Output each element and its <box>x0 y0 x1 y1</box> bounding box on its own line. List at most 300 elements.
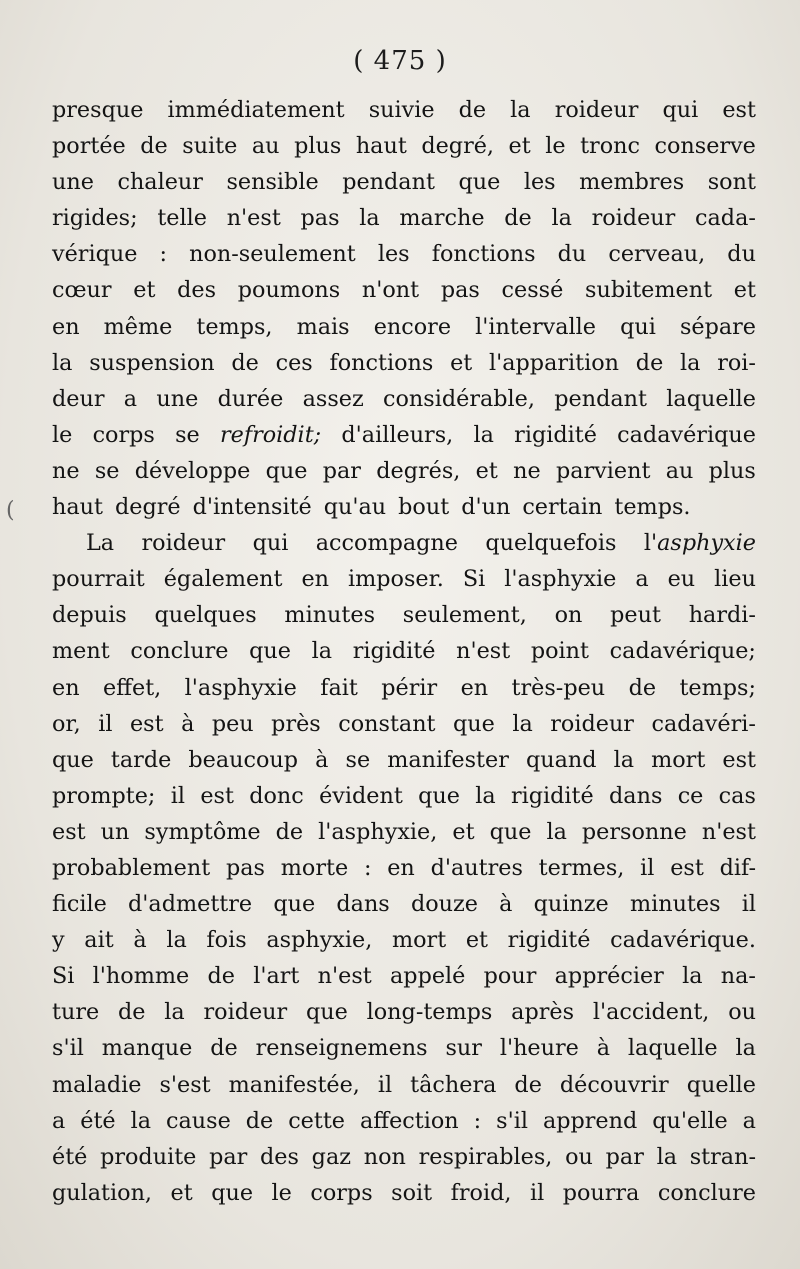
word: lieu <box>714 566 756 593</box>
word: que <box>489 818 532 845</box>
text-line <box>52 922 756 958</box>
text-line <box>52 850 756 886</box>
word: eu <box>667 566 696 593</box>
word: ment <box>52 638 110 665</box>
word: ne <box>513 457 541 484</box>
word: de <box>458 97 487 123</box>
text-line <box>52 236 756 272</box>
word: portée <box>52 133 126 160</box>
word: en <box>387 854 415 881</box>
word: minutes <box>284 602 376 629</box>
word: que <box>458 169 501 196</box>
word: en <box>52 313 80 340</box>
word: corps <box>310 1179 373 1206</box>
word: membres <box>579 169 685 196</box>
word: pas <box>440 277 480 304</box>
word: seulement, <box>402 602 527 629</box>
word: des <box>177 277 217 304</box>
word: et <box>465 927 488 954</box>
word: découvrir <box>559 1071 669 1098</box>
word: marche <box>399 205 485 232</box>
word: de <box>628 674 657 701</box>
word: non <box>363 1143 406 1170</box>
word: encore <box>373 313 452 340</box>
word: l'asphyxie <box>643 530 756 557</box>
word: poumons <box>237 277 341 304</box>
word: même <box>103 313 173 340</box>
word: : <box>159 241 168 268</box>
word: de <box>117 999 146 1026</box>
word: immédiatement <box>167 97 345 123</box>
word: à <box>499 891 513 918</box>
word: les <box>377 241 410 268</box>
word: pendant <box>554 385 647 412</box>
word: temps. <box>614 494 691 521</box>
word: mais <box>296 313 350 340</box>
word: pourra <box>562 1179 640 1206</box>
text-line <box>52 633 756 669</box>
word: en <box>52 674 80 701</box>
word: morte <box>280 854 349 881</box>
word: cette <box>288 1107 345 1134</box>
word: haut <box>355 133 407 160</box>
word: l'homme <box>92 963 190 990</box>
word: de <box>245 1107 274 1134</box>
word: est <box>52 818 86 845</box>
word: que <box>265 457 308 484</box>
word: certain <box>522 494 603 521</box>
text-line <box>52 1030 756 1066</box>
text-line <box>52 453 756 489</box>
word: termes, <box>538 854 625 881</box>
word: à <box>596 1035 611 1062</box>
word: stran- <box>689 1143 756 1170</box>
word: une <box>52 169 94 196</box>
word: de <box>231 349 259 376</box>
word: d'un <box>461 494 511 521</box>
word: par <box>322 457 361 484</box>
word: peu <box>211 710 254 737</box>
text-line <box>52 706 756 742</box>
word: tarde <box>110 746 172 773</box>
word: que <box>418 782 460 809</box>
word: l'accident, <box>592 999 710 1026</box>
word: la <box>164 999 185 1026</box>
word: laquelle <box>666 385 756 412</box>
text-line <box>52 1103 756 1139</box>
word: affection <box>359 1107 459 1134</box>
word: suite <box>182 133 238 160</box>
word: que <box>52 746 94 773</box>
word: que <box>305 999 348 1026</box>
word: il <box>98 710 113 737</box>
text-line <box>52 814 756 850</box>
italic-word: asphyxie <box>657 530 756 557</box>
word: symptôme <box>144 818 261 845</box>
text-line <box>52 128 756 164</box>
word: au <box>665 457 694 484</box>
word: n'est <box>317 963 372 990</box>
word: en <box>301 566 330 593</box>
text-line <box>52 597 756 633</box>
word: l'art <box>253 963 300 990</box>
text-line <box>52 1139 756 1175</box>
word: corps <box>92 421 155 448</box>
word: est <box>670 854 704 881</box>
word: telle <box>157 205 207 232</box>
word: produite <box>100 1143 197 1170</box>
word: est <box>722 746 756 773</box>
word: sépare <box>679 313 756 340</box>
word: du <box>727 241 756 268</box>
word: des <box>260 1143 299 1170</box>
word: temps; <box>679 674 756 701</box>
word: se <box>175 421 200 448</box>
word: de <box>210 1035 238 1062</box>
word: : <box>363 854 372 881</box>
word: qui <box>620 313 656 340</box>
word: n'ont <box>361 277 420 304</box>
word: ce <box>677 782 704 809</box>
word: près <box>271 710 321 737</box>
word: ou <box>728 999 756 1026</box>
word: l'heure <box>499 1035 579 1062</box>
word: douze <box>410 891 478 918</box>
word: deur <box>52 385 105 412</box>
word: sont <box>707 169 756 196</box>
word: dans <box>609 782 663 809</box>
text-line <box>52 381 756 417</box>
word: manque <box>101 1035 193 1062</box>
word: suspension <box>89 349 215 376</box>
word: est <box>129 710 164 737</box>
word: après <box>511 999 575 1026</box>
word: une <box>156 385 199 412</box>
word: que <box>249 638 291 665</box>
word: conclure <box>657 1179 756 1206</box>
word: minutes <box>629 891 721 918</box>
word: manifester <box>387 746 509 773</box>
word: la <box>682 963 703 990</box>
word: de <box>275 818 304 845</box>
word: asphyxie, <box>266 927 373 954</box>
word: depuis <box>52 602 127 629</box>
word: que <box>453 710 495 737</box>
word: de <box>140 133 168 160</box>
word: l'asphyxie <box>504 566 617 593</box>
word: le <box>271 1179 292 1206</box>
text-line <box>52 525 756 561</box>
word: il <box>377 1071 393 1098</box>
word: Si <box>462 566 486 593</box>
word: parvient <box>555 457 651 484</box>
word: cerveau, <box>608 241 706 268</box>
word: également <box>163 566 283 593</box>
word: rigidité <box>352 638 436 665</box>
word: ces <box>275 349 313 376</box>
word: et <box>450 349 473 376</box>
word: la <box>680 349 701 376</box>
word: or, <box>52 710 81 737</box>
word: et <box>475 457 498 484</box>
text-line <box>52 200 756 236</box>
text-line <box>52 309 756 345</box>
page-number: ( 475 ) <box>353 46 447 76</box>
word: quand <box>525 746 597 773</box>
word: il <box>741 891 756 918</box>
word: l'apparition <box>488 349 620 376</box>
word: pas <box>300 205 340 232</box>
word: l'asphyxie, <box>318 818 438 845</box>
text-line <box>52 1067 756 1103</box>
word: long-temps <box>366 999 493 1026</box>
word: : <box>473 1107 482 1134</box>
word: roideur <box>141 530 226 557</box>
word: a <box>635 566 649 593</box>
word: la <box>551 205 572 232</box>
word: cadavéri- <box>651 710 756 737</box>
word: manifestée, <box>228 1071 360 1098</box>
word: la <box>475 782 496 809</box>
word: à <box>133 927 147 954</box>
word: est <box>722 97 756 123</box>
word: évident <box>319 782 403 809</box>
word: cause <box>166 1107 231 1134</box>
word: considérable, <box>383 385 535 412</box>
word: temps, <box>196 313 273 340</box>
word: roideur <box>203 999 288 1026</box>
word: roideur <box>591 205 676 232</box>
word: fonctions <box>329 349 434 376</box>
word: cas <box>718 782 756 809</box>
word: gulation, <box>52 1179 153 1206</box>
word: y <box>52 927 65 954</box>
word: a <box>123 385 138 412</box>
word: quelle <box>686 1071 756 1098</box>
word: par <box>605 1143 644 1170</box>
word: apprend <box>542 1107 638 1134</box>
word: à <box>315 746 329 773</box>
word: laquelle <box>627 1035 718 1062</box>
word: pas <box>225 854 265 881</box>
word: pendant <box>342 169 435 196</box>
word: qu'elle <box>652 1107 728 1134</box>
word: Si <box>52 963 75 990</box>
word: la <box>52 349 73 376</box>
word: d'admettre <box>128 891 253 918</box>
word: assez <box>302 385 364 412</box>
word: à <box>181 710 195 737</box>
word: degré, <box>421 133 495 160</box>
word: la <box>473 421 494 448</box>
word: fois <box>206 927 247 954</box>
word: soit <box>391 1179 433 1206</box>
word: en <box>460 674 489 701</box>
word: a <box>742 1107 756 1134</box>
word: n'est <box>456 638 511 665</box>
word: le <box>52 421 73 448</box>
word: n'est <box>226 205 281 232</box>
word: point <box>530 638 590 665</box>
word: cadavérique <box>617 421 756 448</box>
word: ou <box>565 1143 593 1170</box>
word: la <box>613 746 635 773</box>
word: quelquefois <box>485 530 617 557</box>
word: quinze <box>533 891 609 918</box>
text-line <box>52 994 756 1030</box>
word: dif- <box>719 854 756 881</box>
word: de <box>504 205 532 232</box>
word: effet, <box>102 674 162 701</box>
word: roideur <box>554 97 639 123</box>
word: se <box>94 457 120 484</box>
word: été <box>80 1107 116 1134</box>
text-line <box>52 886 756 922</box>
word: pourrait <box>52 566 145 593</box>
word: respirables, <box>418 1143 553 1170</box>
word: pour <box>483 963 537 990</box>
word: appelé <box>390 963 466 990</box>
word: la <box>166 927 187 954</box>
word: La <box>86 530 115 557</box>
word: non-seulement <box>189 241 356 268</box>
text-line <box>52 742 756 778</box>
word: roi- <box>717 349 756 376</box>
word: que <box>211 1179 254 1206</box>
word: l'asphyxie <box>184 674 297 701</box>
word: ne <box>52 457 80 484</box>
word: il <box>170 782 186 809</box>
word: rigides; <box>52 205 138 232</box>
body-text <box>52 92 756 1211</box>
word: beaucoup <box>188 746 299 773</box>
word: hardi- <box>688 602 756 629</box>
word: na- <box>720 963 756 990</box>
word: été <box>52 1143 88 1170</box>
word: sur <box>445 1035 482 1062</box>
word: au <box>251 133 280 160</box>
word: refroidit; <box>219 421 322 448</box>
word: on <box>554 602 583 629</box>
word: de <box>514 1071 542 1098</box>
word: qui <box>252 530 289 557</box>
word: d'ailleurs, <box>341 421 454 448</box>
word: et <box>508 133 531 160</box>
word: accompagne <box>315 530 458 557</box>
word: conclure <box>130 638 229 665</box>
word: et <box>733 277 756 304</box>
word: haut <box>52 494 103 521</box>
word: chaleur <box>117 169 203 196</box>
word: la <box>546 818 567 845</box>
word: prompte; <box>52 782 156 809</box>
word: se <box>345 746 371 773</box>
word: froid, <box>450 1179 512 1206</box>
word: s'il <box>496 1107 528 1134</box>
word: cadavérique; <box>609 638 756 665</box>
word: cœur <box>52 277 112 304</box>
word: personne <box>581 818 687 845</box>
word: fait <box>320 674 358 701</box>
text-line <box>52 958 756 994</box>
word: imposer. <box>347 566 444 593</box>
word: gaz <box>311 1143 351 1170</box>
word: renseignemens <box>255 1035 428 1062</box>
word: d'intensité <box>192 494 312 521</box>
word: degré <box>114 494 181 521</box>
word: du <box>557 241 587 268</box>
word: sensible <box>226 169 319 196</box>
word: cessé <box>501 277 564 304</box>
text-line <box>52 345 756 381</box>
word: roideur <box>550 710 634 737</box>
text-line <box>52 1175 756 1211</box>
word: plus <box>294 133 342 160</box>
word: la <box>512 710 533 737</box>
word: qu'au <box>323 494 387 521</box>
word: et <box>170 1179 193 1206</box>
word: mort <box>391 927 447 954</box>
text-line <box>52 272 756 308</box>
text-line <box>52 489 756 525</box>
word: la <box>510 97 531 123</box>
word: subitement <box>585 277 713 304</box>
word: les <box>523 169 556 196</box>
word: quelques <box>154 602 257 629</box>
text-line <box>52 92 756 128</box>
word: la <box>359 205 380 232</box>
text-line <box>52 417 756 453</box>
margin-mark: ( <box>6 498 15 523</box>
word: la <box>656 1143 678 1170</box>
word: probablement <box>52 854 211 881</box>
word: tronc <box>580 133 640 160</box>
word: la <box>130 1107 152 1134</box>
word: la <box>311 638 333 665</box>
word: plus <box>708 457 756 484</box>
word: la <box>735 1035 756 1062</box>
word: ficile <box>52 891 107 918</box>
word: un <box>100 818 130 845</box>
word: cadavérique. <box>610 927 756 954</box>
word: s'il <box>52 1035 84 1062</box>
word: durée <box>217 385 284 412</box>
word: dans <box>336 891 390 918</box>
word: donc <box>249 782 304 809</box>
word: rigidité <box>514 421 597 448</box>
word: apprécier <box>554 963 664 990</box>
word: presque <box>52 97 144 123</box>
word: ture <box>52 999 100 1026</box>
word: n'est <box>701 818 756 845</box>
word: développe <box>134 457 251 484</box>
word: vérique <box>52 241 138 268</box>
word: degrés, <box>376 457 461 484</box>
word: s'est <box>159 1071 211 1098</box>
text-line <box>52 670 756 706</box>
word: rigidité <box>510 782 594 809</box>
word: par <box>209 1143 248 1170</box>
word: le <box>545 133 566 160</box>
word: et <box>452 818 475 845</box>
word: est <box>200 782 234 809</box>
word: que <box>273 891 316 918</box>
word: mort <box>651 746 706 773</box>
text-line <box>52 778 756 814</box>
word: fonctions <box>431 241 536 268</box>
word: ait <box>84 927 114 954</box>
word: constant <box>338 710 436 737</box>
